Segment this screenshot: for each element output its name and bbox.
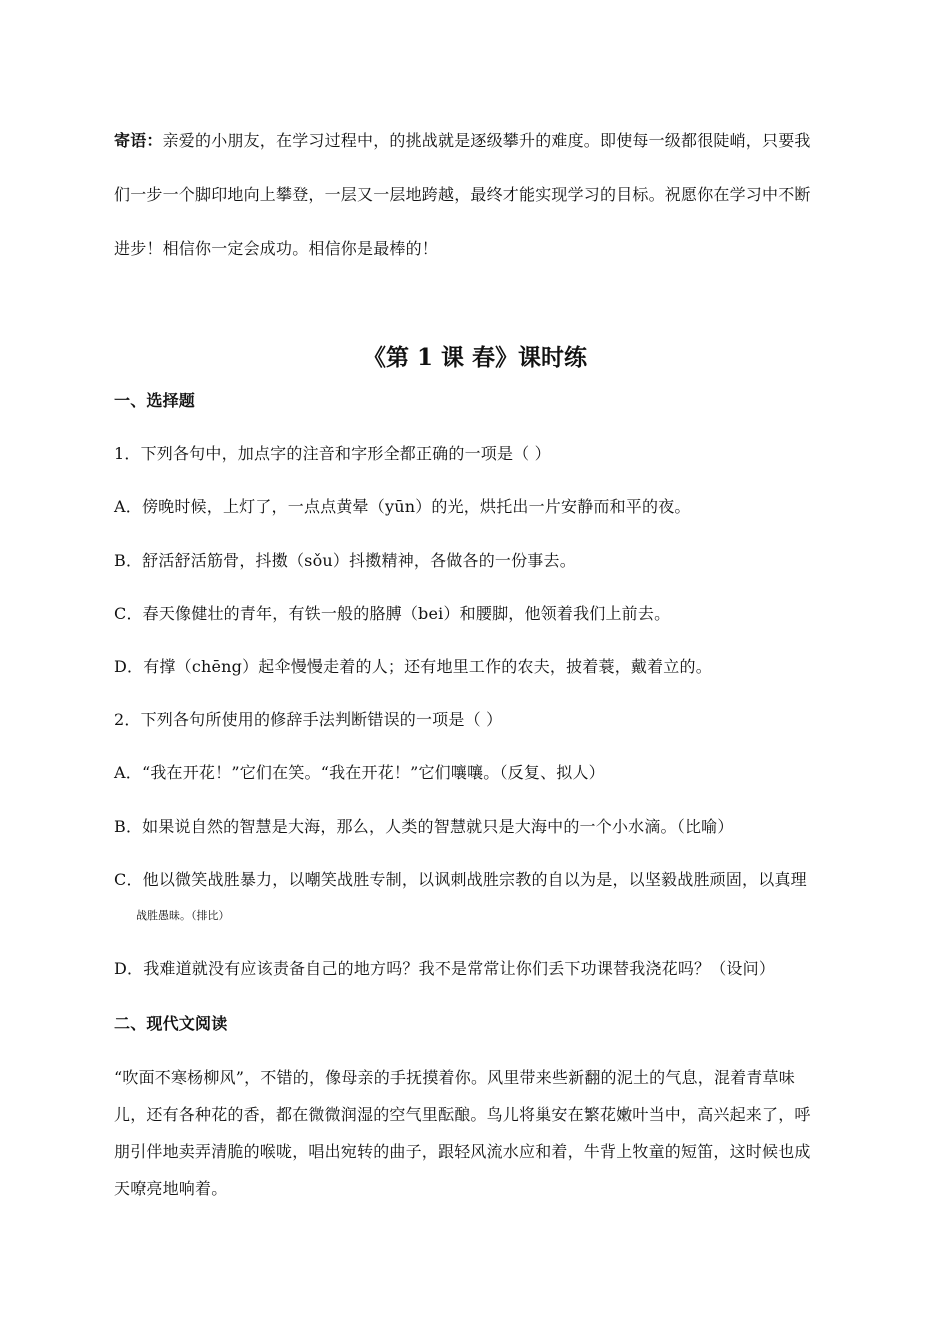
intro-line-1 <box>114 131 844 151</box>
reading-passage-line-4: 天嘹亮地响着。 <box>114 1179 228 1198</box>
question-2-option-c-line-2: 战胜愚昧。（排比） <box>136 909 230 922</box>
question-2-option-d: D．我难道就没有应该责备自己的地方吗？我不是常常让你们丢下功课替我浇花吗？（设问） <box>114 959 776 978</box>
question-1-option-c: C．春天像健壮的青年，有铁一般的胳膊（bei）和腰脚，他领着我们上前去。 <box>114 604 671 623</box>
question-1-stem: 1．下列各句中，加点字的注音和字形全都正确的一项是（ ） <box>114 444 551 463</box>
reading-passage-line-2: 儿，还有各种花的香，都在微微润湿的空气里酝酿。鸟儿将巢安在繁花嫩叶当中，高兴起来了，呼 <box>114 1105 811 1124</box>
intro-line-3: 进步！相信你一定会成功。相信你是最棒的！ <box>114 239 439 258</box>
intro-text-1: 亲爱的小朋友，在学习过程中，的挑战就是逐级攀升的难度。即使每一级都很陡峭，只要我 <box>162 131 811 150</box>
question-2-option-c-line-1: C．他以微笑战胜暴力，以嘲笑战胜专制，以讽刺战胜宗教的自以为是，以坚毅战胜顽固，以真理 <box>114 870 807 889</box>
intro-line-2: 们一步一个脚印地向上攀登，一层又一层地跨越，最终才能实现学习的目标。祝愿你在学习中不断 <box>114 185 811 204</box>
intro-label: 寄语： <box>114 131 163 150</box>
reading-passage-line-1: “吹面不寒杨柳风”，不错的，像母亲的手抚摸着你。风里带来些新翻的泥土的气息，混着青草味 <box>114 1068 795 1087</box>
page-title: 《第 1 课 春》课时练 <box>362 344 588 371</box>
question-1-option-d: D．有撑（chēng）起伞慢慢走着的人；还有地里工作的农夫，披着蓑，戴着立的。 <box>114 657 712 676</box>
question-2-stem: 2．下列各句所使用的修辞手法判断错误的一项是（ ） <box>114 710 503 729</box>
section-heading-choice: 一、选择题 <box>114 391 196 410</box>
section-heading-reading: 二、现代文阅读 <box>114 1014 228 1033</box>
question-1-option-a: A．傍晚时候，上灯了，一点点黄晕（yūn）的光，烘托出一片安静而和平的夜。 <box>114 497 691 516</box>
question-2-option-b: B．如果说自然的智慧是大海，那么，人类的智慧就只是大海中的一个小水滴。（比喻） <box>114 817 734 836</box>
question-1-option-b: B．舒活舒活筋骨，抖擞（sǒu）抖擞精神，各做各的一份事去。 <box>114 551 576 570</box>
question-2-option-a: A．“我在开花！”它们在笑。“我在开花！”它们嚷嚷。（反复、拟人） <box>114 763 605 782</box>
reading-passage-line-3: 朋引伴地卖弄清脆的喉咙，唱出宛转的曲子，跟轻风流水应和着，牛背上牧童的短笛，这时候也成 <box>114 1142 811 1161</box>
